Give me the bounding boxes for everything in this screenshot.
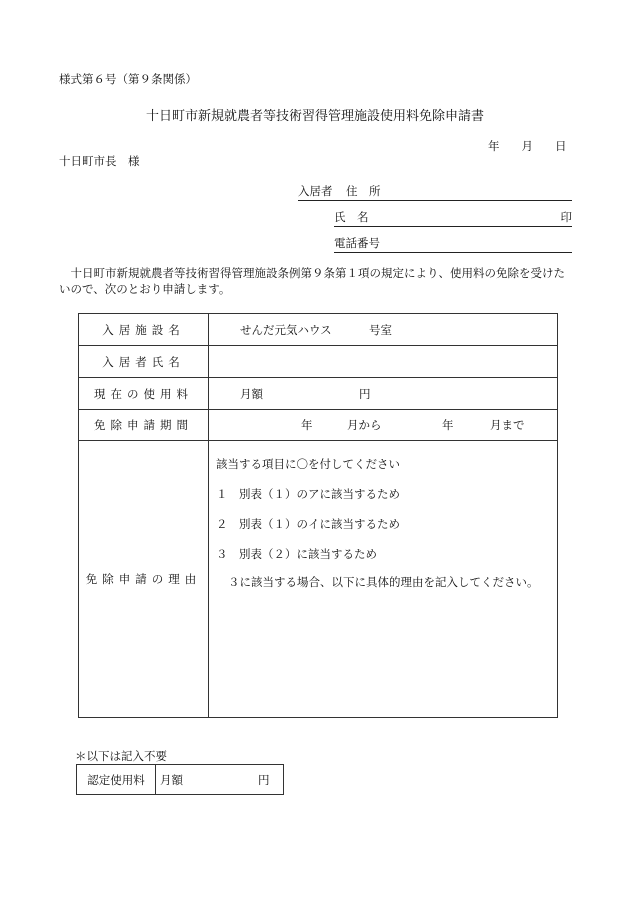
facility-name-value: せんだ元気ハウス: [240, 322, 332, 337]
facility-name-label: 入居施設名: [79, 314, 209, 346]
resident-name-label: 入居者氏名: [79, 346, 209, 378]
tenant-label: 入居者: [298, 184, 333, 198]
exemption-reason-field[interactable]: [209, 441, 558, 718]
reason-option-1[interactable]: １ 別表（１）のアに該当するため: [216, 487, 400, 501]
fee-yen-unit: 円: [359, 386, 371, 401]
approved-fee-label: 認定使用料: [77, 765, 156, 795]
fee-monthly-label: 月額: [240, 386, 263, 401]
resident-name-field[interactable]: [209, 346, 558, 378]
application-table: [78, 313, 558, 718]
room-unit: 号室: [369, 322, 392, 337]
date-year: 年: [488, 139, 500, 153]
table-row-facility: [79, 314, 558, 346]
form-number: 様式第６号（第９条関係）: [59, 72, 197, 86]
approved-fee-table: [76, 764, 284, 795]
approved-fee-field: [156, 765, 284, 795]
phone-label: 電話番号: [334, 236, 380, 250]
exemption-reason-label: 免除申請の理由: [79, 441, 209, 718]
period-month-from: 月から: [347, 418, 382, 432]
facility-name-field[interactable]: [209, 314, 558, 346]
period-month-to: 月まで: [490, 418, 525, 432]
table-row-resident: [79, 346, 558, 378]
date-month: 月: [521, 139, 533, 153]
table-row-reason: [79, 441, 558, 718]
period-year-from: 年: [301, 418, 313, 432]
intro-paragraph: 十日町市新規就農者等技術習得管理施設条例第９条第１項の規定により、使用料の免除を受けたいので、次のとおり申請します。: [59, 266, 565, 296]
addressee: 十日町市長 様: [59, 154, 140, 168]
current-fee-field[interactable]: [209, 378, 558, 410]
approved-monthly-label: 月額: [160, 772, 183, 787]
name-label: 氏 名: [334, 210, 369, 224]
period-year-to: 年: [442, 418, 454, 432]
date-day: 日: [555, 139, 567, 153]
table-row-period: [79, 410, 558, 441]
date-line: [488, 138, 567, 154]
reason-instruction: 該当する項目に〇を付してください: [216, 457, 400, 471]
reason-option-3[interactable]: ３ 別表（２）に該当するため: [216, 547, 377, 561]
approved-yen-unit: 円: [258, 772, 270, 787]
document-title: 十日町市新規就農者等技術習得管理施設使用料免除申請書: [145, 109, 484, 124]
applicant-address-field[interactable]: [298, 183, 572, 201]
approved-fee-row: [77, 765, 284, 795]
current-fee-label: 現在の使用料: [79, 378, 209, 410]
applicant-phone-field[interactable]: [334, 235, 572, 253]
seal-mark: 印: [560, 210, 572, 224]
exemption-period-field[interactable]: [209, 410, 558, 441]
exemption-period-label: 免除申請期間: [79, 410, 209, 441]
reason-option-2[interactable]: ２ 別表（１）のイに該当するため: [216, 517, 400, 531]
applicant-block: [298, 183, 572, 253]
address-label: 住 所: [346, 184, 381, 198]
office-use-note: ＊以下は記入不要: [75, 749, 167, 763]
applicant-name-field[interactable]: [334, 209, 572, 227]
reason-detail-instruction: ３に該当する場合、以下に具体的理由を記入してください。: [228, 575, 539, 589]
table-row-fee: [79, 378, 558, 410]
